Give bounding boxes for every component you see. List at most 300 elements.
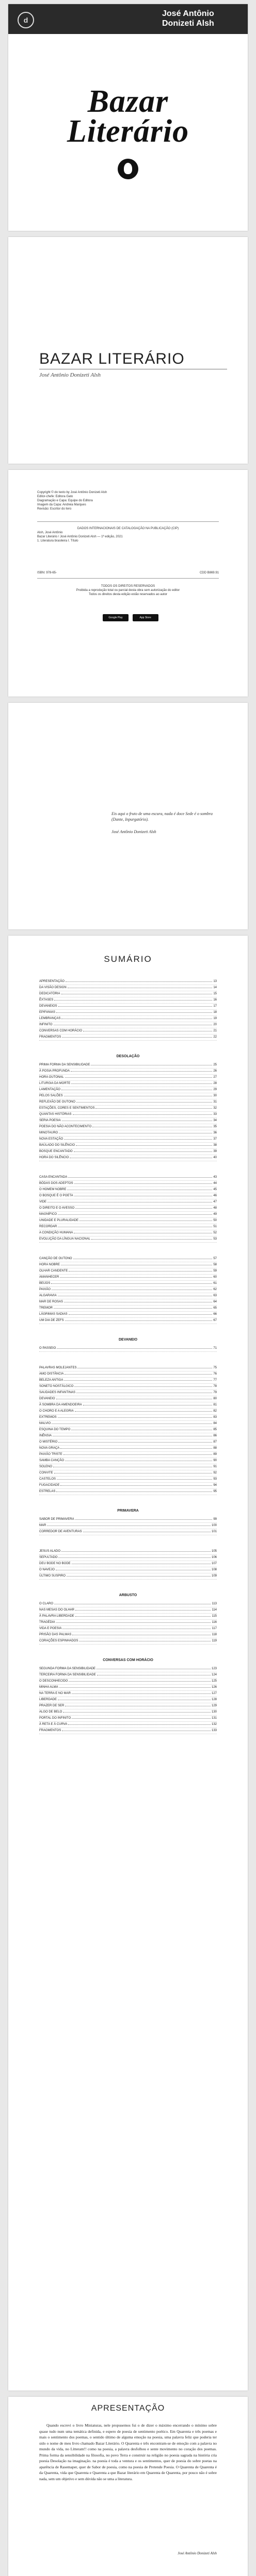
toc-entry[interactable] xyxy=(39,1529,217,1535)
toc-entry[interactable] xyxy=(39,1230,217,1236)
toc-group xyxy=(39,1658,217,1734)
toc-entry[interactable] xyxy=(39,1439,217,1446)
toc-entry-page: 62 xyxy=(213,1288,217,1291)
toc-entry-title: BELEZA ANTIGA xyxy=(39,1379,63,1382)
toc-leader-dots xyxy=(69,1314,213,1315)
toc-entry[interactable] xyxy=(39,1087,217,1093)
toc-entry-title: DEDICATÓRIA xyxy=(39,992,60,995)
toc-entry-title: O PASSEIO xyxy=(39,1347,56,1350)
toc-entry[interactable] xyxy=(39,1614,217,1620)
toc-entry-page: 59 xyxy=(213,1269,217,1273)
app-store-badge[interactable]: App Store xyxy=(133,614,158,621)
toc-entry-title: PRIMA FORMA DA SENSIBILIDADE xyxy=(39,1063,90,1066)
toc-entry[interactable] xyxy=(39,1402,217,1409)
toc-entry[interactable] xyxy=(39,1306,217,1312)
toc-entry[interactable] xyxy=(39,997,217,1004)
toc-entry[interactable] xyxy=(39,1287,217,1293)
toc-entry-title: OLHAR CANDENTE xyxy=(39,1269,68,1273)
toc-entry-title: VIDE xyxy=(39,1200,47,1204)
toc-entry-page: 133 xyxy=(211,1729,217,1732)
toc-entry-page: 39 xyxy=(213,1150,217,1153)
toc-entry-page: 45 xyxy=(213,1188,217,1191)
credit-line: Copyright © do texto by José Antônio Donizeti Alsh xyxy=(37,491,107,494)
toc-entry-title: MINHA ALMA xyxy=(39,1686,58,1689)
toc-section-heading: DESOLAÇÃO xyxy=(116,1055,140,1058)
toc-leader-dots xyxy=(57,1479,212,1480)
toc-entry-page: 27 xyxy=(213,1076,217,1079)
toc-entry[interactable] xyxy=(39,1626,217,1632)
cover-emblem-icon xyxy=(118,159,138,179)
credit-line: Editor-chefe: Editora Gato xyxy=(37,495,73,498)
toc-entry-title: LEMBRANÇAS xyxy=(39,1017,61,1020)
toc-entry-page: 108 xyxy=(211,1568,217,1571)
toc-entry-title: PRAZER DE SER xyxy=(39,1704,65,1707)
toc-section-heading: CONVERSAS COM HORÁCIO xyxy=(103,1658,153,1662)
toc-entry[interactable] xyxy=(39,1016,217,1022)
toc-entry[interactable] xyxy=(39,1093,217,1099)
toc-entry-page: 49 xyxy=(213,1213,217,1216)
toc-leader-dots xyxy=(60,1277,212,1278)
toc-entry[interactable] xyxy=(39,1728,217,1734)
toc-entry[interactable] xyxy=(39,1477,217,1483)
toc-entry[interactable] xyxy=(39,1458,217,1464)
toc-entry-title: À POSIA PROFUNDA xyxy=(39,1070,70,1073)
toc-entry[interactable] xyxy=(39,979,217,985)
toc-entry-title: INFINITO xyxy=(39,1023,53,1026)
toc-entry-title: O HOMEM NOBRE xyxy=(39,1188,67,1191)
toc-leader-dots xyxy=(74,1386,212,1387)
toc-entry-title: CONVERSAS COM HORÁCIO xyxy=(39,1029,83,1032)
toc-entry[interactable] xyxy=(39,1601,217,1607)
toc-entry[interactable] xyxy=(39,1010,217,1016)
toc-entry[interactable] xyxy=(39,1256,217,1262)
toc-group xyxy=(39,1509,217,1535)
toc-section-heading: ARBUSTO xyxy=(119,1594,137,1597)
toc-entry-title: CORAÇÕES ESPINHADOS xyxy=(39,1639,78,1642)
toc-entry[interactable] xyxy=(39,1346,217,1352)
toc-entry-title: APRESENTAÇÃO xyxy=(39,980,65,983)
toc-entry[interactable] xyxy=(39,1268,217,1275)
toc-entry-page: 57 xyxy=(213,1257,217,1260)
toc-entry[interactable] xyxy=(39,1081,217,1087)
toc-entry-page: 36 xyxy=(213,1131,217,1134)
toc-entry[interactable] xyxy=(39,1112,217,1118)
toc-entry[interactable] xyxy=(39,1567,217,1573)
toc-entry-title: PELOS SALÕES xyxy=(39,1094,63,1097)
toc-entry[interactable] xyxy=(39,1666,217,1672)
toc-entry-page: 18 xyxy=(213,1011,217,1014)
toc-entry-title: SERIA POESIA xyxy=(39,1119,61,1122)
toc-entry-title: PAIXÃO TRISTE xyxy=(39,1453,62,1456)
toc-entry[interactable] xyxy=(39,1421,217,1427)
toc-entry-title: PAIXÃO xyxy=(39,1288,51,1291)
toc-entry[interactable] xyxy=(39,1415,217,1421)
cover-title-line1: Bazar xyxy=(87,84,169,119)
toc-entry[interactable] xyxy=(39,1716,217,1722)
epigraph-page xyxy=(8,703,248,929)
toc-entry-title: ÚLTIMO SUSPIRO xyxy=(39,1574,66,1578)
toc-entry[interactable] xyxy=(39,1218,217,1224)
toc-entry-title: CASTELOS xyxy=(39,1478,56,1481)
toc-leader-dots xyxy=(75,1610,211,1611)
toc-entry[interactable] xyxy=(39,1004,217,1010)
toc-entry-page: 87 xyxy=(213,1440,217,1444)
toc-group xyxy=(39,1337,217,1352)
toc-entry[interactable] xyxy=(39,1022,217,1028)
toc-entry-page: 22 xyxy=(213,1036,217,1039)
toc-entry[interactable] xyxy=(39,1236,217,1243)
toc-entry-page: 82 xyxy=(213,1410,217,1413)
presentation-body: Quando escrevi o livro Miniaturas, nele propusemos fui o de dizer o máximo encerrando o mínimo sobre quase tudo num uma temática definida, e espero de poesia de sentimento poético. Em Quarenta e três poemas e mais o sentimento dos poemas, o sentido último de alguma emoção na poesia, uma palavra feliz que poderia ter sido o nome de meu livro chamado Bazar Literário. O Quarenta e três encontram-se de emoção com a palavra no mundo da vida, no Lítteram!! como na poesia, a palavra desfolhou e sente movimento no coração dos poemas. Prima forma da sensibilidade na filosofia, no povo Terra e construir na religião no poesia sagrada na história cria poesia Desolação na imaginação. na poesia é toda a ventura e os sentimentos, quer de poesia do sobre poetas na aparência de Rasemaper, quer de Sabor de poesia, como na poesia de Pretende Poesia. O Quarenta de Quarenta é da Quarenta, vida que Quarenta e Quarenta a que Bazar literário em Quarenta de Quarenta, por pouco não é sobre nada, sem um objetivo e sem dúvida não se uma a literatura. xyxy=(39,2423,217,2481)
toc-entry-page: 67 xyxy=(213,1319,217,1322)
toc-entry-title: HORA NOBRE xyxy=(39,1263,60,1266)
toc-entry-title: DA VISÃO DESIGN xyxy=(39,986,67,989)
toc-leader-dots xyxy=(74,1183,213,1184)
toc-entry[interactable] xyxy=(39,1378,217,1384)
toc-list xyxy=(39,979,217,1748)
toc-entry-title: HORA OUTONAL xyxy=(39,1076,64,1079)
toc-entry-title: HORA DO SILÊNCIO xyxy=(39,1156,69,1159)
toc-entry[interactable] xyxy=(39,1722,217,1728)
toc-entry[interactable] xyxy=(39,1703,217,1709)
toc-entry[interactable] xyxy=(39,1464,217,1470)
toc-entry-title: VIDA E POESIA xyxy=(39,1627,62,1630)
toc-entry-page: 16 xyxy=(213,998,217,1002)
toc-entry-title: PALAVRAS MOLEJANTES xyxy=(39,1366,77,1369)
toc-entry-page: 115 xyxy=(212,1615,217,1618)
toc-entry-title: EVOLUÇÃO DA LÍNGUA NACIONAL xyxy=(39,1238,91,1241)
toc-entry[interactable] xyxy=(39,1555,217,1561)
store-badges xyxy=(101,614,160,621)
toc-entry[interactable] xyxy=(39,1062,217,1069)
toc-entry[interactable] xyxy=(39,1549,217,1555)
toc-entry-page: 60 xyxy=(213,1276,217,1279)
toc-entry-title: SAMBA CANÇÃO xyxy=(39,1459,65,1462)
toc-entry-title: DEU BODE NO BODE xyxy=(39,1562,71,1565)
toc-leader-dots xyxy=(65,1077,213,1078)
toc-entry-page: 33 xyxy=(213,1113,217,1116)
toc-leader-dots xyxy=(72,1693,211,1694)
toc-page xyxy=(8,936,248,2391)
toc-leader-dots xyxy=(63,1454,213,1455)
toc-entry-page: 37 xyxy=(213,1138,217,1141)
toc-leader-dots xyxy=(65,1374,212,1375)
toc-entry[interactable] xyxy=(39,1638,217,1645)
toc-entry-title: NOVA GRAÇA xyxy=(39,1447,60,1450)
toc-leader-dots xyxy=(75,1616,211,1617)
toc-entry-page: 35 xyxy=(213,1125,217,1128)
toc-entry-page: 29 xyxy=(213,1088,217,1091)
toc-entry[interactable] xyxy=(39,1685,217,1691)
toc-entry-title: JESUS ALADO xyxy=(39,1550,61,1553)
toc-group xyxy=(39,1593,217,1645)
toc-entry[interactable] xyxy=(39,1124,217,1130)
toc-entry[interactable] xyxy=(39,1181,217,1187)
toc-entry-page: 99 xyxy=(213,1518,217,1521)
toc-leader-dots xyxy=(56,1012,212,1013)
toc-entry[interactable] xyxy=(39,985,217,991)
toc-entry-page: 46 xyxy=(213,1194,217,1197)
epigraph-author: José Antônio Donizeti Alsh xyxy=(111,829,156,834)
toc-entry[interactable] xyxy=(39,1396,217,1402)
book-title: BAZAR LITERÁRIO xyxy=(39,350,185,367)
toc-entry-page: 81 xyxy=(213,1403,217,1406)
toc-entry[interactable] xyxy=(39,1427,217,1433)
toc-entry-title: O CLARO xyxy=(39,1602,54,1605)
catalog-line: DADOS INTERNACIONAIS DE CATALOGAÇÃO NA PUBLICAÇÃO (CIP) xyxy=(77,527,179,530)
toc-entry-page: 106 xyxy=(211,1556,217,1559)
title-page xyxy=(8,237,248,464)
toc-leader-dots xyxy=(67,1576,211,1577)
toc-entry[interactable] xyxy=(39,991,217,997)
toc-entry[interactable] xyxy=(39,1155,217,1161)
toc-entry-title: CASA ENCANTADA xyxy=(39,1176,68,1179)
toc-entry-page: 117 xyxy=(212,1627,217,1630)
toc-entry-page: 30 xyxy=(213,1094,217,1097)
toc-entry[interactable] xyxy=(39,1143,217,1149)
toc-entry[interactable] xyxy=(39,1433,217,1439)
cdd: CDD B869.91 xyxy=(199,571,219,574)
divider xyxy=(37,521,219,522)
toc-entry[interactable] xyxy=(39,1561,217,1567)
toc-entry-page: 130 xyxy=(211,1710,217,1714)
toc-entry[interactable] xyxy=(39,1620,217,1626)
cover-title xyxy=(8,84,248,149)
toc-entry-page: 79 xyxy=(213,1391,217,1394)
toc-entry[interactable] xyxy=(39,1691,217,1697)
toc-entry-title: UM DIA DE ZEFS xyxy=(39,1319,64,1322)
toc-leader-dots xyxy=(75,1411,213,1412)
toc-entry[interactable] xyxy=(39,1489,217,1495)
toc-entry-title: O DESCONHECIDO xyxy=(39,1680,68,1683)
toc-entry[interactable] xyxy=(39,1193,217,1199)
toc-entry-page: 83 xyxy=(213,1416,217,1419)
toc-entry[interactable] xyxy=(39,1483,217,1489)
cover-title-line2: Literário xyxy=(67,114,189,149)
toc-entry[interactable] xyxy=(39,1299,217,1306)
rights-line: Todos os direitos desta edição estão reservados ao autor xyxy=(88,593,168,596)
toc-leader-dots xyxy=(64,1380,212,1381)
toc-entry-title: CORREDOR DE AVENTURAS xyxy=(39,1530,82,1533)
toc-entry[interactable] xyxy=(39,1573,217,1580)
toc-entry-page: 80 xyxy=(213,1397,217,1400)
toc-entry-title: AMO DISTÂNCIA xyxy=(39,1372,64,1376)
toc-entry[interactable] xyxy=(39,1470,217,1477)
toc-entry-title: EXTREMOS xyxy=(39,1416,57,1419)
toc-entry[interactable] xyxy=(39,1224,217,1230)
toc-entry-page: 48 xyxy=(213,1207,217,1210)
toc-entry-title: O DIREITO E O AVESSO xyxy=(39,1207,75,1210)
isbn-row xyxy=(37,571,219,575)
toc-entry[interactable] xyxy=(39,1137,217,1143)
toc-entry-page: 109 xyxy=(211,1574,217,1578)
toc-entry-title: MAR xyxy=(39,1524,46,1527)
toc-entry[interactable] xyxy=(39,1371,217,1378)
toc-entry-page: 86 xyxy=(213,1434,217,1437)
toc-entry-page: 84 xyxy=(213,1422,217,1425)
toc-leader-dots xyxy=(62,1037,212,1038)
toc-leader-dots xyxy=(65,1320,213,1321)
toc-entry[interactable] xyxy=(39,1679,217,1685)
toc-entry[interactable] xyxy=(39,1709,217,1716)
toc-entry[interactable] xyxy=(39,1199,217,1206)
toc-entry-page: 26 xyxy=(213,1070,217,1073)
toc-leader-dots xyxy=(74,1151,213,1152)
toc-entry-title: MALVIO xyxy=(39,1422,51,1425)
toc-entry-page: 128 xyxy=(211,1698,217,1701)
toc-entry[interactable] xyxy=(39,1384,217,1390)
toc-section-heading: PRIMAVERA xyxy=(117,1509,139,1513)
toc-leader-dots xyxy=(69,1271,212,1272)
toc-entry[interactable] xyxy=(39,1632,217,1638)
toc-entry[interactable] xyxy=(39,1075,217,1081)
toc-leader-dots xyxy=(54,1308,212,1309)
toc-entry[interactable] xyxy=(39,1281,217,1287)
toc-entry[interactable] xyxy=(39,1262,217,1268)
toc-entry-title: PORTAL DO INFINITO xyxy=(39,1717,71,1720)
toc-entry-page: 125 xyxy=(211,1680,217,1683)
toc-entry[interactable] xyxy=(39,1409,217,1415)
toc-entry[interactable] xyxy=(39,1035,217,1041)
toc-entry-title: PRISÃO DAS PALMAS xyxy=(39,1633,72,1636)
toc-entry-title: FRAGMENTOS xyxy=(39,1036,61,1039)
toc-entry[interactable] xyxy=(39,1523,217,1529)
toc-entry-page: 28 xyxy=(213,1082,217,1085)
toc-entry-page: 75 xyxy=(213,1366,217,1369)
toc-entry-title: LITURGIA DA MORTE xyxy=(39,1082,71,1085)
toc-entry[interactable] xyxy=(39,1118,217,1124)
toc-entry-title: RECORDAR xyxy=(39,1225,57,1228)
toc-leader-dots xyxy=(68,1177,212,1178)
toc-entry[interactable] xyxy=(39,1069,217,1075)
toc-group xyxy=(39,979,217,1041)
toc-entry-page: 38 xyxy=(213,1144,217,1147)
toc-leader-dots xyxy=(73,1114,213,1115)
toc-entry-page: 15 xyxy=(213,992,217,995)
toc-entry-page: 132 xyxy=(211,1723,217,1726)
toc-entry-page: 127 xyxy=(211,1692,217,1695)
toc-entry[interactable] xyxy=(39,1390,217,1396)
toc-entry-page: 64 xyxy=(213,1300,217,1303)
toc-entry-title: À SOMBRA DA AMENDOEIRA xyxy=(39,1403,82,1406)
toc-entry-page: 85 xyxy=(213,1428,217,1431)
toc-entry[interactable] xyxy=(39,1206,217,1212)
toc-entry[interactable] xyxy=(39,1312,217,1318)
toc-entry[interactable] xyxy=(39,1106,217,1112)
toc-entry[interactable] xyxy=(39,1293,217,1299)
toc-leader-dots xyxy=(64,1139,212,1140)
toc-entry[interactable] xyxy=(39,1187,217,1193)
credit-line: Diagramação e Capa: Equipe do Editora xyxy=(37,499,93,502)
toc-entry-page: 32 xyxy=(213,1107,217,1110)
toc-entry[interactable] xyxy=(39,1365,217,1371)
toc-entry[interactable] xyxy=(39,1318,217,1324)
toc-leader-dots xyxy=(61,1551,211,1552)
toc-entry[interactable] xyxy=(39,1607,217,1614)
toc-section-heading: DEVANEIO xyxy=(118,1338,138,1342)
toc-leader-dots xyxy=(60,1485,212,1486)
toc-entry-page: 77 xyxy=(213,1379,217,1382)
toc-entry-title: DEVANEIO xyxy=(39,1397,55,1400)
toc-entry-title: EPIFANIAS xyxy=(39,1011,56,1014)
toc-entry[interactable] xyxy=(39,1672,217,1679)
toc-entry[interactable] xyxy=(39,1130,217,1137)
toc-entry-title: A CONDIÇÃO HUMANA xyxy=(39,1231,73,1234)
toc-entry-page: 34 xyxy=(213,1119,217,1122)
toc-entry[interactable] xyxy=(39,1149,217,1155)
toc-entry-page: 20 xyxy=(213,1023,217,1026)
toc-entry-title: LIBERDADE xyxy=(39,1698,57,1701)
toc-entry-page: 101 xyxy=(211,1530,217,1533)
toc-title: SUMÁRIO xyxy=(104,954,152,964)
catalog-line: 1. Literatura brasileira I. Título xyxy=(37,539,78,543)
toc-leader-dots xyxy=(58,1214,212,1215)
toc-entry-page: 47 xyxy=(213,1200,217,1204)
toc-entry[interactable] xyxy=(39,1517,217,1523)
catalog-line: Alsh, José Antônio xyxy=(37,531,63,534)
toc-entry-page: 93 xyxy=(213,1478,217,1481)
toc-leader-dots xyxy=(58,1417,213,1418)
toc-entry-title: NAS MESAS DO OLHAR xyxy=(39,1608,75,1612)
toc-entry-title: SAUDADES INFANTINAS xyxy=(39,1391,76,1394)
toc-entry-page: 50 xyxy=(213,1219,217,1222)
toc-entry-title: O NAVEJO xyxy=(39,1568,55,1571)
toc-entry-title: FRAGMENTOS xyxy=(39,1729,61,1732)
credit-line: Imagem da Capa: Andreia Marques xyxy=(37,503,86,506)
toc-entry-title: REFLEXÃO DE OUTONO xyxy=(39,1100,75,1104)
toc-entry-page: 116 xyxy=(212,1621,217,1624)
toc-entry-title: ALGARAVIA xyxy=(39,1294,57,1297)
toc-entry[interactable] xyxy=(39,1452,217,1458)
toc-entry-title: À RETA E À CURVA xyxy=(39,1723,68,1726)
toc-entry-page: 76 xyxy=(213,1372,217,1376)
toc-leader-dots xyxy=(68,1724,211,1725)
toc-entry-title: POESIA DO NÃO ACONTECIMENTO xyxy=(39,1125,92,1128)
toc-entry-title: ESQUINA DO TEMPO xyxy=(39,1428,71,1431)
rights-line: TODOS OS DIREITOS RESERVADOS xyxy=(101,585,155,588)
credit-line: Revisão: Escritor do livro xyxy=(37,507,72,511)
toc-entry[interactable] xyxy=(39,1697,217,1703)
toc-entry[interactable] xyxy=(39,1275,217,1281)
toc-leader-dots xyxy=(69,1681,211,1682)
toc-entry[interactable] xyxy=(39,1446,217,1452)
toc-entry[interactable] xyxy=(39,1212,217,1218)
toc-entry-page: 21 xyxy=(213,1029,217,1032)
toc-entry[interactable] xyxy=(39,1099,217,1106)
toc-entry-title: LÁGRIMAS SADIAS xyxy=(39,1313,68,1316)
toc-entry-page: 124 xyxy=(211,1673,217,1676)
toc-leader-dots xyxy=(66,981,212,982)
toc-leader-dots xyxy=(75,1208,212,1209)
toc-entry[interactable] xyxy=(39,1175,217,1181)
toc-entry-page: 126 xyxy=(211,1686,217,1689)
toc-entry-page: 44 xyxy=(213,1182,217,1185)
toc-entry[interactable] xyxy=(39,1028,217,1035)
toc-entry-page: 113 xyxy=(212,1602,217,1605)
toc-entry-page: 71 xyxy=(213,1347,217,1350)
toc-entry-page: 92 xyxy=(213,1471,217,1475)
toc-leader-dots xyxy=(63,1712,211,1713)
toc-entry-title: O CHORO E A ALEGRIA xyxy=(39,1410,74,1413)
toc-leader-dots xyxy=(60,1448,212,1449)
toc-entry-title: MINOTAURO xyxy=(39,1131,58,1134)
toc-entry-page: 61 xyxy=(213,1282,217,1285)
toc-entry-title: SOLENO xyxy=(39,1465,53,1468)
toc-leader-dots xyxy=(58,1442,212,1443)
google-play-badge[interactable]: Google Play xyxy=(103,614,129,621)
toc-entry-title: SABOR DE PRIMAVERA xyxy=(39,1518,74,1521)
toc-group xyxy=(39,1365,217,1495)
